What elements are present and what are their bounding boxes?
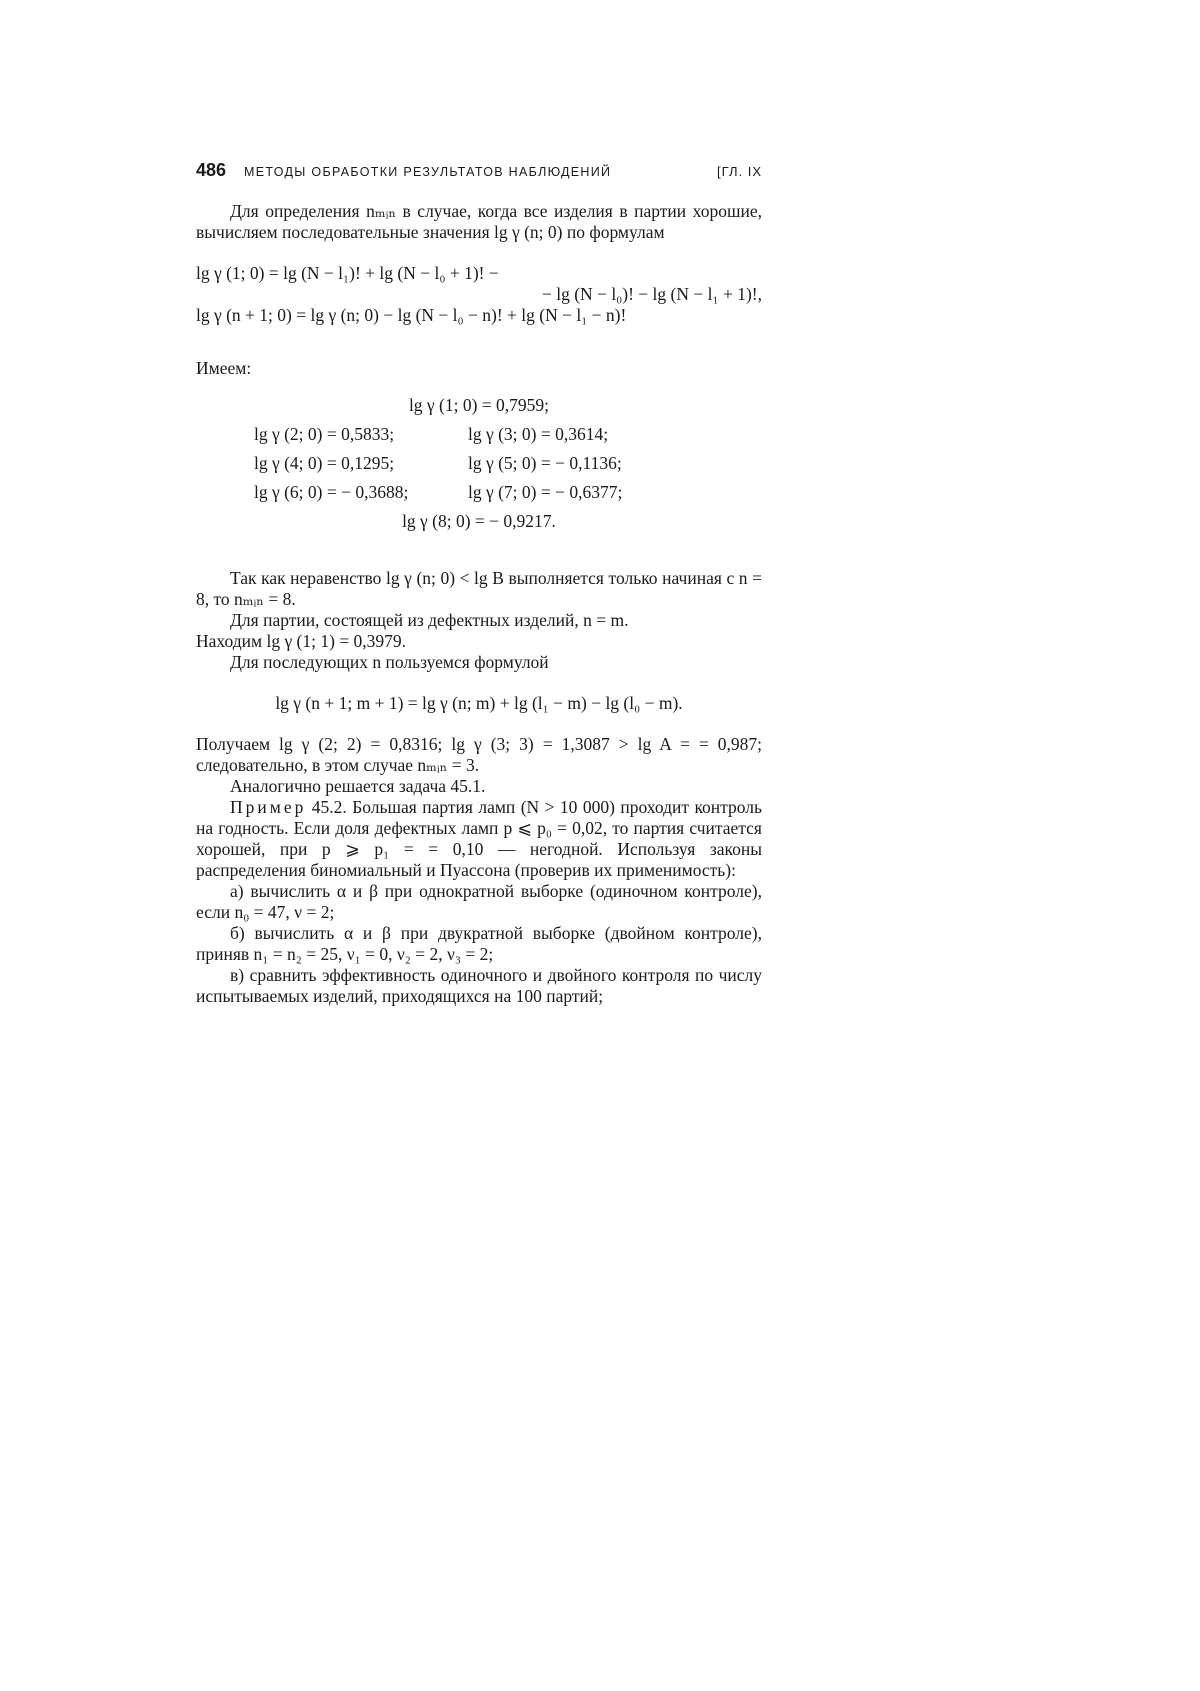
find-paragraph: Находим lg γ (1; 1) = 0,3979.: [196, 631, 407, 651]
formula-1-line-1: lg γ (1; 0) = lg (N − l₁)! + lg (N − l₀ + 1)! −: [196, 263, 499, 283]
have-label: Имеем:: [196, 358, 252, 378]
formula-2: lg γ (n + 1; m + 1) = lg γ (n; m) + lg (l₁ − m) − lg (l₀ − m).: [275, 693, 683, 713]
result-6: lg γ (6; 0) = − 0,3688;: [254, 482, 409, 502]
next-paragraph: Для последующих n пользуемся формулой: [230, 652, 549, 672]
book-page: [196, 160, 762, 1007]
result-3: lg γ (3; 0) = 0,3614;: [468, 424, 609, 444]
example-text: 45.2. Большая партия ламп (N > 10 000) проходит контроль на годность. Если доля дефектных ламп p ⩽ p₀ = 0,02, то партия считается хорошей, при p ⩾ p₁ = = 0,10 — негодной. Используя законы распределения биномиальный и Пуассона (проверив их применимость):: [196, 797, 763, 880]
running-header: [196, 160, 762, 181]
results-row-2: [196, 420, 762, 449]
result-8: lg γ (8; 0) = − 0,9217.: [402, 511, 556, 531]
running-title: МЕТОДЫ ОБРАБОТКИ РЕЗУЛЬТАТОВ НАБЛЮДЕНИЙ: [244, 165, 612, 179]
example-label: Пример: [230, 797, 307, 817]
item-b: б) вычислить α и β при двукратной выборке (двойном контроле), приняв n₁ = n₂ = 25, ν₁ = 0, ν₂ = 2, ν₃ = 2;: [196, 923, 762, 964]
result-1: lg γ (1; 0) = 0,7959;: [408, 395, 550, 415]
defective-paragraph: Для партии, состоящей из дефектных изделий, n = m.: [230, 610, 629, 630]
result-4: lg γ (4; 0) = 0,1295;: [254, 453, 395, 473]
inequality-paragraph: Так как неравенство lg γ (n; 0) < lg B выполняется только начиная с n = 8, то nₘᵢₙ = 8.: [196, 568, 762, 609]
chapter-label: [ГЛ. IX: [717, 164, 762, 179]
intro-paragraph: Для определения nₘᵢₙ в случае, когда все изделия в партии хорошие, вычисляем последовательные значения lg γ (n; 0) по формулам: [196, 201, 762, 242]
similar-paragraph: Аналогично решается задача 45.1.: [230, 776, 486, 796]
results-row-3: [196, 449, 762, 478]
formula-block-1: [196, 263, 762, 326]
result-7: lg γ (7; 0) = − 0,6377;: [468, 482, 623, 502]
results-block: [196, 391, 762, 536]
get-paragraph: Получаем lg γ (2; 2) = 0,8316; lg γ (3; 3) = 1,3087 > lg A = = 0,987; следовательно, в этом случае nₘᵢₙ = 3.: [196, 734, 762, 775]
example-paragraph: [196, 797, 762, 881]
result-2: lg γ (2; 0) = 0,5833;: [254, 424, 395, 444]
page-number: 486: [196, 160, 227, 180]
item-c: в) сравнить эффективность одиночного и двойного контроля по числу испытываемых изделий, приходящихся на 100 партий;: [196, 965, 762, 1006]
result-5: lg γ (5; 0) = − 0,1136;: [468, 453, 622, 473]
formula-1-line-2: − lg (N − l₀)! − lg (N − l₁ + 1)!,: [542, 284, 762, 304]
results-row-4: [196, 478, 762, 507]
formula-1-line-3: lg γ (n + 1; 0) = lg γ (n; 0) − lg (N − l₀ − n)! + lg (N − l₁ − n)!: [196, 305, 627, 325]
item-a: а) вычислить α и β при однократной выборке (одиночном контроле), если n₀ = 47, ν = 2;: [196, 881, 762, 922]
